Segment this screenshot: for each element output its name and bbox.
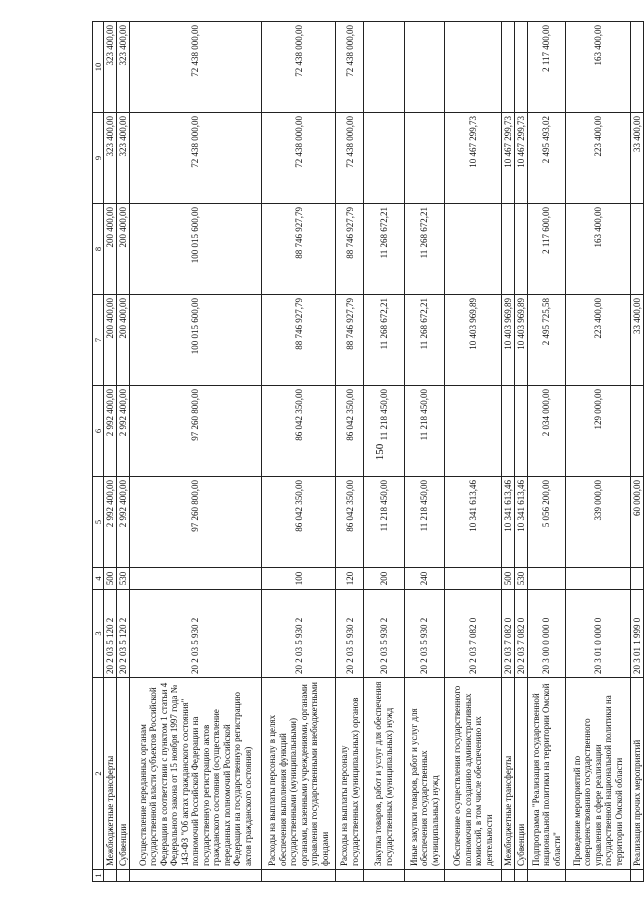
cell-v9: 72 438 000,00 <box>129 113 261 204</box>
cell-csr: 20 2 03 5 930 2 <box>336 590 364 678</box>
cell-v8: 163 400,00 <box>566 204 631 295</box>
cell-v9: 2 495 493,02 <box>527 113 565 204</box>
cell-v5: 2 992 400,00 <box>117 477 130 568</box>
cell-vr: 100 <box>262 568 336 590</box>
col-header-7: 7 <box>93 295 104 386</box>
row-index-cell <box>262 870 336 882</box>
table-row <box>527 22 565 882</box>
cell-csr: 20 2 03 5 120 2 <box>104 590 117 678</box>
cell-v8: 88 746 927,79 <box>336 204 364 295</box>
cell-v5: 10 341 613,46 <box>502 477 515 568</box>
cell-name: Проведение мероприятий по совершенствованию государственного управления в сфере реализации государственной национальной политики на территории Омской области <box>566 678 631 870</box>
cell-v6: 2 992 400,00 <box>117 386 130 477</box>
cell-vr: 500 <box>502 568 515 590</box>
cell-v10: 72 438 000,00 <box>336 22 364 113</box>
table-row <box>364 22 404 882</box>
cell-v5: 2 992 400,00 <box>104 477 117 568</box>
table-row <box>566 22 631 882</box>
cell-v6 <box>444 386 501 477</box>
table-row <box>502 22 515 882</box>
cell-v6: 97 260 800,00 <box>129 386 261 477</box>
col-header-4: 4 <box>93 568 104 590</box>
cell-v9: 323 400,00 <box>104 113 117 204</box>
col-header-8: 8 <box>93 204 104 295</box>
cell-v9 <box>364 113 404 204</box>
cell-name: Субвенции <box>515 678 528 870</box>
row-index-cell <box>104 870 117 882</box>
cell-v8: 11 268 672,21 <box>404 204 444 295</box>
cell-csr: 20 2 03 7 082 0 <box>515 590 528 678</box>
cell-v7: 11 268 672,21 <box>364 295 404 386</box>
cell-v5: 86 042 350,00 <box>336 477 364 568</box>
table-row <box>262 22 336 882</box>
cell-v10 <box>404 22 444 113</box>
cell-v7: 33 400,00 <box>631 295 644 386</box>
cell-v6: 2 992 400,00 <box>104 386 117 477</box>
col-header-2: 2 <box>93 678 104 870</box>
cell-csr: 20 2 03 5 930 2 <box>262 590 336 678</box>
cell-v10 <box>515 22 528 113</box>
cell-v8 <box>631 204 644 295</box>
header-row <box>93 22 104 882</box>
cell-v8 <box>515 204 528 295</box>
cell-vr: 530 <box>117 568 130 590</box>
col-header-9: 9 <box>93 113 104 204</box>
cell-v6 <box>631 386 644 477</box>
cell-v6 <box>502 386 515 477</box>
cell-v7: 10 403 969,89 <box>444 295 501 386</box>
cell-csr: 20 2 03 5 930 2 <box>404 590 444 678</box>
table-row <box>117 22 130 882</box>
cell-csr: 20 3 01 1 999 0 <box>631 590 644 678</box>
table-row <box>104 22 117 882</box>
cell-v10 <box>444 22 501 113</box>
cell-name: Осуществление переданных органам государственной власти субъектов Российской Федерации в соответствии с пунктом 1 статьи 4 Федерального закона от 15 ноября 1997 года № 143-ФЗ "Об актах гражданского состояния" полномочий Российской Федерации на государственную регистрацию актов гражданского состояния (осуществление переданных полномочий Российской Федерации на государственную регистрацию актов гражданского состояния) <box>129 678 261 870</box>
cell-v10 <box>502 22 515 113</box>
cell-v9: 72 438 000,00 <box>336 113 364 204</box>
cell-v7: 200 400,00 <box>104 295 117 386</box>
cell-v7: 10 403 969,89 <box>502 295 515 386</box>
cell-v9: 10 467 299,73 <box>502 113 515 204</box>
cell-vr: 500 <box>104 568 117 590</box>
cell-vr <box>527 568 565 590</box>
cell-v6: 11 218 450,00 <box>364 386 404 477</box>
cell-v6: 86 042 350,00 <box>336 386 364 477</box>
cell-v5: 11 218 450,00 <box>364 477 404 568</box>
cell-v6: 11 218 450,00 <box>404 386 444 477</box>
row-index-cell <box>631 870 644 882</box>
cell-csr: 20 2 03 7 082 0 <box>444 590 501 678</box>
cell-v6: 86 042 350,00 <box>262 386 336 477</box>
cell-vr <box>444 568 501 590</box>
col-header-5: 5 <box>93 477 104 568</box>
cell-v5: 11 218 450,00 <box>404 477 444 568</box>
cell-csr: 20 2 03 7 082 0 <box>502 590 515 678</box>
cell-v9: 10 467 299,73 <box>444 113 501 204</box>
cell-name: Реализация прочих мероприятий <box>631 678 644 870</box>
cell-name: Межбюджетные трансферты <box>104 678 117 870</box>
row-index-cell <box>364 870 404 882</box>
cell-v7: 223 400,00 <box>566 295 631 386</box>
col-header-1: 1 <box>93 870 104 882</box>
cell-v8: 88 746 927,79 <box>262 204 336 295</box>
row-index-cell <box>515 870 528 882</box>
cell-v10: 163 400,00 <box>566 22 631 113</box>
cell-v9: 223 400,00 <box>566 113 631 204</box>
cell-csr: 20 2 03 5 120 2 <box>117 590 130 678</box>
cell-vr <box>129 568 261 590</box>
cell-name: Обеспечение осуществления государственного полномочия по созданию административных комиссий, в том числе обеспечению их деятельности <box>444 678 501 870</box>
cell-v8: 200 400,00 <box>104 204 117 295</box>
cell-name: Расходы на выплаты персоналу государственных (муниципальных) органов <box>336 678 364 870</box>
cell-v10: 2 117 400,00 <box>527 22 565 113</box>
col-header-3: 3 <box>93 590 104 678</box>
cell-v8 <box>502 204 515 295</box>
cell-v10 <box>631 22 644 113</box>
table-row <box>404 22 444 882</box>
cell-v7: 88 746 927,79 <box>336 295 364 386</box>
cell-v7: 2 495 725,58 <box>527 295 565 386</box>
cell-v10: 323 400,00 <box>104 22 117 113</box>
cell-vr: 200 <box>364 568 404 590</box>
page-number: 150 <box>374 443 386 461</box>
table-row <box>336 22 364 882</box>
cell-csr: 20 2 03 5 930 2 <box>364 590 404 678</box>
cell-v6: 2 034 000,00 <box>527 386 565 477</box>
cell-v7: 88 746 927,79 <box>262 295 336 386</box>
cell-v6 <box>515 386 528 477</box>
cell-v5: 97 260 800,00 <box>129 477 261 568</box>
cell-v10: 72 438 000,00 <box>262 22 336 113</box>
cell-vr: 240 <box>404 568 444 590</box>
cell-v7: 11 268 672,21 <box>404 295 444 386</box>
row-index-cell <box>527 870 565 882</box>
row-index-cell <box>117 870 130 882</box>
cell-v10: 72 438 000,00 <box>129 22 261 113</box>
cell-name: Закупка товаров, работ и услуг для обеспечения государственных (муниципальных) нужд <box>364 678 404 870</box>
row-index-cell <box>502 870 515 882</box>
rotated-table-container <box>92 22 644 882</box>
cell-v9: 33 400,00 <box>631 113 644 204</box>
cell-v7: 100 015 600,00 <box>129 295 261 386</box>
table-row <box>515 22 528 882</box>
cell-name: Межбюджетные трансферты <box>502 678 515 870</box>
cell-v8 <box>444 204 501 295</box>
col-header-6: 6 <box>93 386 104 477</box>
cell-csr: 20 3 01 0 000 0 <box>566 590 631 678</box>
cell-v9 <box>404 113 444 204</box>
col-header-10: 10 <box>93 22 104 113</box>
cell-v9: 10 467 299,73 <box>515 113 528 204</box>
cell-name: Субвенции <box>117 678 130 870</box>
cell-v5: 10 341 613,46 <box>444 477 501 568</box>
row-index-cell <box>404 870 444 882</box>
table-row <box>631 22 644 882</box>
cell-name: Расходы на выплаты персоналу в целях обеспечения выполнения функций государственными (муниципальными) органами, казенными учреждениями, органами управления государственными внебюджетными фондами <box>262 678 336 870</box>
cell-v5: 10 341 613,46 <box>515 477 528 568</box>
cell-v8: 2 117 600,00 <box>527 204 565 295</box>
row-index-cell <box>129 870 261 882</box>
cell-vr: 120 <box>336 568 364 590</box>
budget-table <box>92 21 644 882</box>
row-index-cell <box>336 870 364 882</box>
cell-v5: 86 042 350,00 <box>262 477 336 568</box>
cell-v8: 200 400,00 <box>117 204 130 295</box>
row-index-cell <box>444 870 501 882</box>
cell-vr <box>631 568 644 590</box>
cell-v5: 60 000,00 <box>631 477 644 568</box>
cell-v9: 72 438 000,00 <box>262 113 336 204</box>
cell-csr: 20 3 00 0 000 0 <box>527 590 565 678</box>
cell-v7: 10 403 969,89 <box>515 295 528 386</box>
cell-vr <box>566 568 631 590</box>
table-row <box>129 22 261 882</box>
cell-v5: 339 000,00 <box>566 477 631 568</box>
row-index-cell <box>566 870 631 882</box>
cell-v5: 5 056 200,00 <box>527 477 565 568</box>
cell-csr: 20 2 03 5 930 2 <box>129 590 261 678</box>
cell-v6: 129 000,00 <box>566 386 631 477</box>
cell-v8: 100 015 600,00 <box>129 204 261 295</box>
cell-v7: 200 400,00 <box>117 295 130 386</box>
table-row <box>444 22 501 882</box>
cell-v9: 323 400,00 <box>117 113 130 204</box>
cell-name: Иные закупки товаров, работ и услуг для обеспечения государственных (муниципальных) нужд <box>404 678 444 870</box>
cell-v10 <box>364 22 404 113</box>
cell-v10: 323 400,00 <box>117 22 130 113</box>
cell-v8: 11 268 672,21 <box>364 204 404 295</box>
cell-name: Подпрограмма "Реализация государственной национальной политики на территории Омской области" <box>527 678 565 870</box>
cell-vr: 530 <box>515 568 528 590</box>
